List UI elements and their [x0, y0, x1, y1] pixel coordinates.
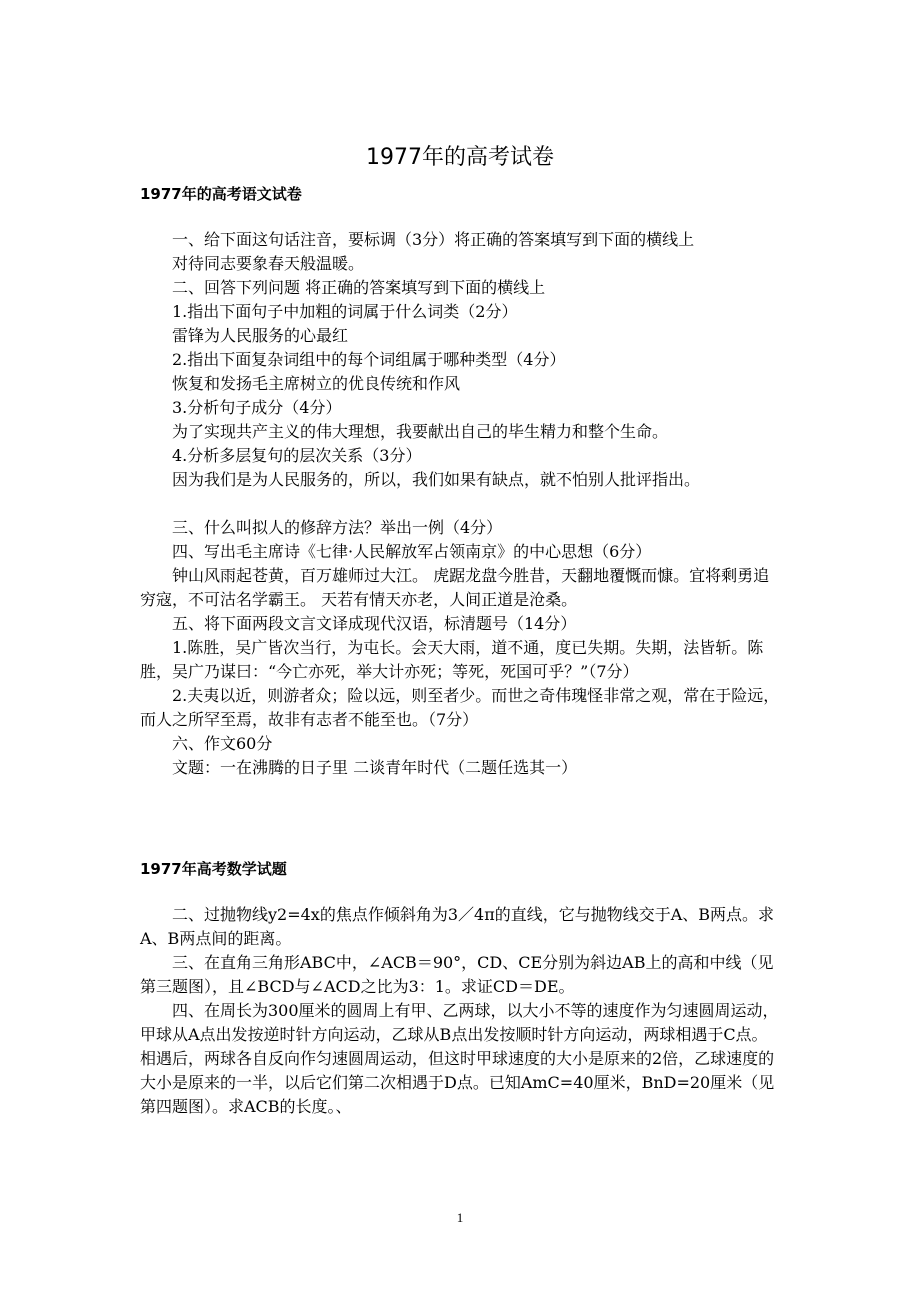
math-question-4: 四、在周长为300厘米的圆周上有甲、乙两球，以大小不等的速度作为匀速圆周运动，甲球从A点出发按逆时针方向运动，乙球从B点出发按顺时针方向运动，两球相遇于C点。相遇后，两球各自反向作匀速圆周运动，但这时甲球速度的大小是原来的2倍，乙球速度的大小是原来的一半，以后它们第二次相遇于D点。已知AmC=40厘米，BnD=20厘米（见第四题图）。求ACB的长度。、 [140, 1001, 779, 1116]
question-2-1-sentence: 雷锋为人民服务的心最红 [172, 326, 349, 345]
question-2-4: 4.分析多层复句的层次关系（3分） [172, 446, 422, 465]
question-2-instruction: 二、回答下列问题 将正确的答案填写到下面的横线上 [172, 278, 546, 297]
question-4-poem: 钟山风雨起苍黄，百万雄师过大江。 虎踞龙盘今胜昔，天翻地覆慨而慷。宜将剩勇追穷寇，不可沽名学霸王。 天若有情天亦老，人间正道是沧桑。 [140, 566, 770, 609]
question-2-4-sentence: 因为我们是为人民服务的，所以，我们如果有缺点，就不怕别人批评指出。 [172, 470, 701, 489]
question-2-2: 2.指出下面复杂词组中的每个词组属于哪种类型（4分） [172, 350, 566, 369]
page-number: 1 [456, 1210, 464, 1225]
question-6-topics: 文题：一在沸腾的日子里 二谈青年时代（二题任选其一） [172, 758, 578, 777]
math-question-3: 三、在直角三角形ABC中，∠ACB＝90°，CD、CE分别为斜边AB上的高和中线（见第三题图），且∠BCD与∠ACD之比为3：1。求证CD＝DE。 [140, 953, 774, 996]
chinese-exam-body [140, 228, 780, 780]
question-5-2: 2.夫夷以近，则游者众；险以远，则至者少。而世之奇伟瑰怪非常之观，常在于险远，而人之所罕至焉，故非有志者不能至也。（7分） [140, 686, 780, 729]
question-5: 五、将下面两段文言文译成现代汉语，标清题号（14分） [172, 614, 577, 633]
question-2-1: 1.指出下面句子中加粗的词属于什么词类（2分） [172, 302, 518, 321]
question-2-2-phrase: 恢复和发扬毛主席树立的优良传统和作风 [172, 374, 461, 393]
question-5-1: 1.陈胜，吴广皆次当行，为屯长。会天大雨，道不通，度已失期。失期，法皆斩。陈胜，吴广乃谋曰：“今亡亦死，举大计亦死；等死，死国可乎？”（7分） [140, 638, 764, 681]
question-1-instruction: 一、给下面这句话注音，要标调（3分）将正确的答案填写到下面的横线上 [172, 230, 695, 249]
document-title: 1977年的高考试卷 [366, 145, 554, 170]
math-exam-heading: 1977年高考数学试题 [140, 860, 287, 878]
question-2-3: 3.分析句子成分（4分） [172, 398, 342, 417]
question-6: 六、作文60分 [172, 734, 273, 753]
question-3: 三、什么叫拟人的修辞方法？举出一例（4分） [172, 518, 503, 537]
question-1-sentence: 对待同志要象春天般温暖。 [172, 254, 365, 273]
question-2-3-sentence: 为了实现共产主义的伟大理想，我要献出自己的毕生精力和整个生命。 [172, 422, 669, 441]
math-exam-body [140, 903, 780, 1119]
chinese-exam-heading: 1977年的高考语文试卷 [140, 185, 302, 203]
question-4: 四、写出毛主席诗《七律·人民解放军占领南京》的中心思想（6分） [172, 542, 652, 561]
math-question-2: 二、过抛物线y2=4x的焦点作倾斜角为3／4π的直线，它与抛物线交于A、B两点。求A、B两点间的距离。 [140, 905, 775, 948]
